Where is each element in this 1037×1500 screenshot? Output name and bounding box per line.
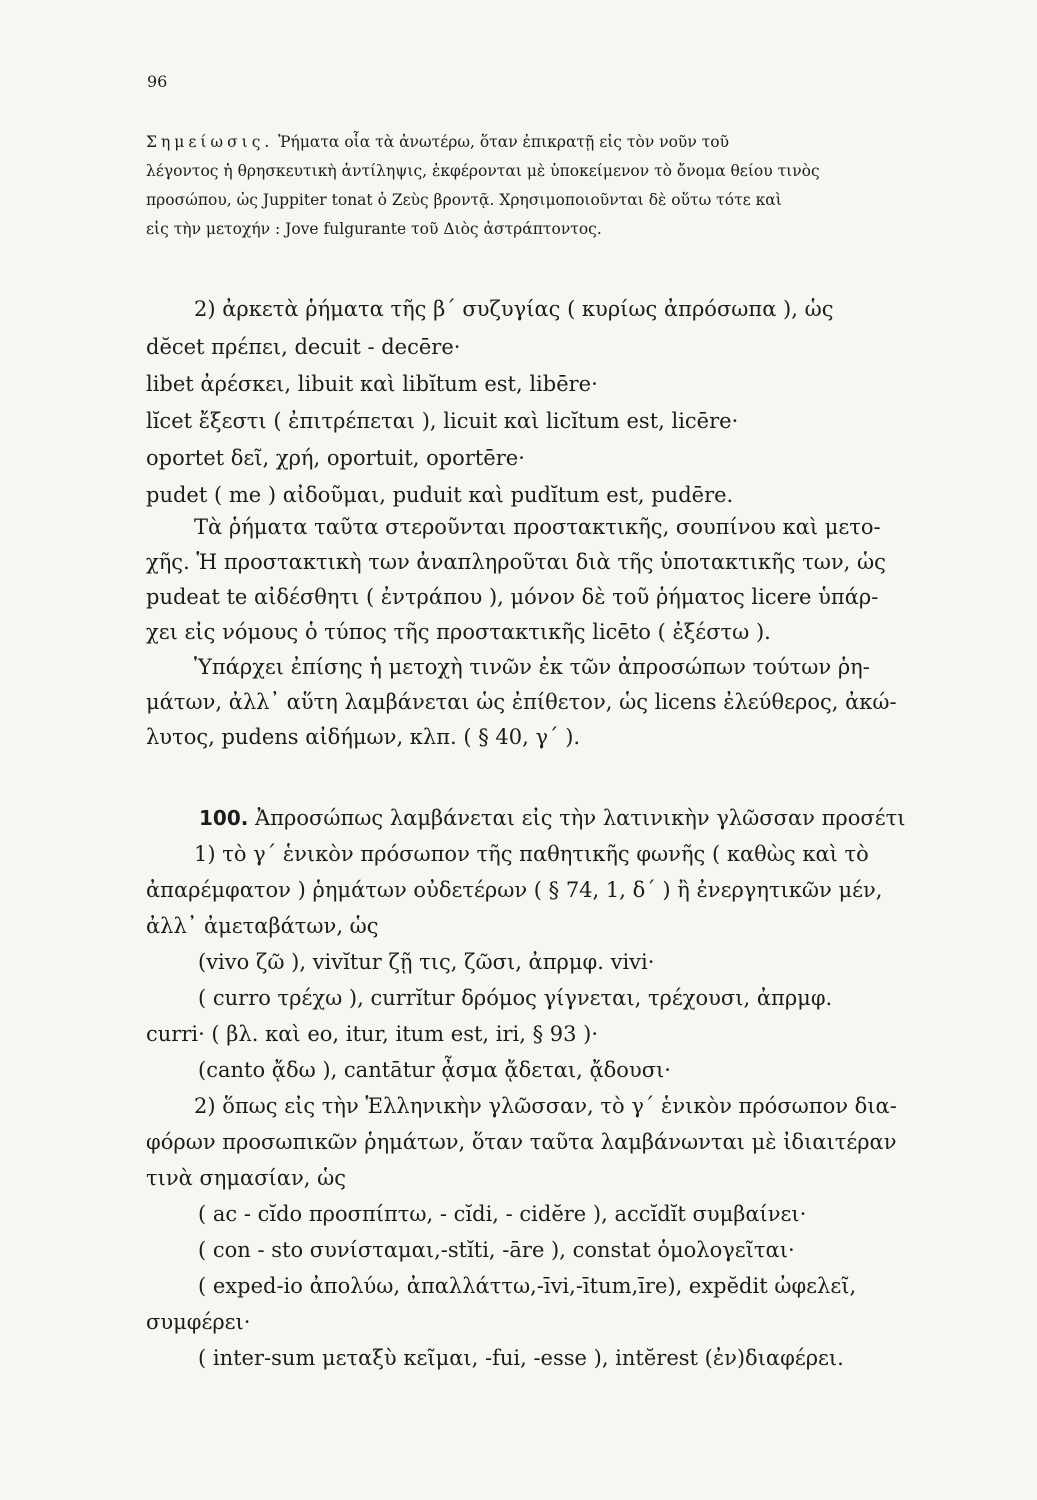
text-line: τινὰ σημασίαν, ὡς <box>146 1166 346 1190</box>
text-line: χῆς. Ἡ προστακτικὴ των ἀναπληροῦται διὰ τῆς ὑποτακτικῆς των, ὡς <box>146 550 886 574</box>
text-line: φόρων προσωπικῶν ῥημάτων, ὅταν ταῦτα λαμβάνωνται μὲ ἰδιαιτέραν <box>146 1130 897 1154</box>
text-line: ( curro τρέχω ), currĭtur δρόμος γίγνεται, τρέχουσι, ἀπρμφ. <box>198 986 833 1010</box>
text-line: libet ἀρέσκει, libuit καὶ libĭtum est, libēre· <box>146 372 598 396</box>
text-line: ἀπαρέμφατον ) ῥημάτων οὐδετέρων ( § 74, 1, δ΄ ) ἢ ἐνεργητικῶν μέν, <box>146 878 883 902</box>
text-line: μάτων, ἀλλ᾿ αὕτη λαμβάνεται ὡς ἐπίθετον, ὡς licens ἐλεύθερος, ἀκώ- <box>146 690 897 714</box>
text-line: Ὑπάρχει ἐπίσης ἡ μετοχὴ τινῶν ἐκ τῶν ἀπροσώπων τούτων ῥη- <box>194 655 870 679</box>
text-line: (vivo ζῶ ), vivĭtur ζῇ τις, ζῶσι, ἀπρμφ. vivi· <box>198 950 655 974</box>
text-line: Τὰ ῥήματα ταῦτα στεροῦνται προστακτικῆς, σουπίνου καὶ μετο- <box>194 515 881 539</box>
text-line: oportet δεῖ, χρή, oportuit, oportēre· <box>146 446 525 470</box>
note-line: εἰς τὴν μετοχήν : Jove fulgurante τοῦ Διὸς ἀστράπτοντος. <box>146 220 602 238</box>
text-line: ἀλλ᾿ ἀμεταβάτων, ὡς <box>146 914 379 938</box>
text-line: ( ac - cĭdo προσπίπτω, - cĭdi, - cidĕre ), accĭdĭt συμβαίνει· <box>198 1202 807 1226</box>
text-line: λυτος, pudens αἰδήμων, κλπ. ( § 40, γ΄ ). <box>146 725 581 749</box>
note-line: προσώπου, ὡς Juppiter tonat ὁ Ζεὺς βροντᾷ. Χρησιμοποιοῦνται δὲ οὕτω τότε καὶ <box>146 191 782 209</box>
text-line: pudeat te αἰδέσθητι ( ἐντράπου ), μόνον δὲ τοῦ ῥήματος licere ὑπάρ- <box>146 585 879 609</box>
section-number: 100. <box>199 806 249 830</box>
text-line: dĕcet πρέπει, decuit - decēre· <box>146 335 461 359</box>
text-line: 2) ἀρκετὰ ῥήματα τῆς β΄ συζυγίας ( κυρίως ἀπρόσωπα ), ὡς <box>194 297 834 321</box>
text-line: pudet ( me ) αἰδοῦμαι, puduit καὶ pudĭtum est, pudēre. <box>146 483 734 507</box>
note-line: Σημείωσις. Ῥήματα οἷα τὰ ἀνωτέρω, ὅταν ἐπικρατῇ εἰς τὸν νοῦν τοῦ <box>146 133 730 151</box>
text-line: ( exped-io ἀπολύω, ἀπαλλάττω,-īvi,-ītum,īre), expĕdit ὠφελεῖ, <box>198 1274 857 1298</box>
section-heading-line: 100. Ἀπροσώπως λαμβάνεται εἰς τὴν λατινικὴν γλῶσσαν προσέτι <box>199 806 906 830</box>
text-line: 2) ὅπως εἰς τὴν Ἑλληνικὴν γλῶσσαν, τὸ γ΄ ἑνικὸν πρόσωπον δια- <box>194 1094 897 1118</box>
note-paragraph <box>146 128 994 244</box>
text-line: 1) τὸ γ΄ ἑνικὸν πρόσωπον τῆς παθητικῆς φωνῆς ( καθὼς καὶ τὸ <box>194 842 869 866</box>
note-label: Σημείωσις. <box>146 133 274 151</box>
text-line: ( con - sto συνίσταμαι,-stĭti, -āre ), constat ὁμολογεῖται· <box>198 1238 795 1262</box>
text-line: curri· ( βλ. καὶ eo, itur, itum est, iri, § 93 )· <box>146 1022 599 1046</box>
note-line: λέγοντος ἡ θρησκευτικὴ ἀντίληψις, ἐκφέρονται μὲ ὑποκείμενον τὸ ὄνομα θείου τινὸς <box>146 162 820 180</box>
text-line: (canto ᾄδω ), cantātur ᾆσμα ᾄδεται, ᾄδουσι· <box>198 1058 671 1082</box>
page-number: 96 <box>147 72 168 91</box>
text-line: χει εἰς νόμους ὁ τύπος τῆς προστακτικῆς licēto ( ἐξέστω ). <box>146 620 771 644</box>
text-line: συμφέρει· <box>146 1310 251 1334</box>
text-line: lĭcet ἔξεστι ( ἐπιτρέπεται ), licuit καὶ licĭtum est, licēre· <box>146 409 739 433</box>
text-line: ( inter-sum μεταξὺ κεῖμαι, -fui, -esse ), intĕrest (ἐν)διαφέρει. <box>198 1346 844 1370</box>
